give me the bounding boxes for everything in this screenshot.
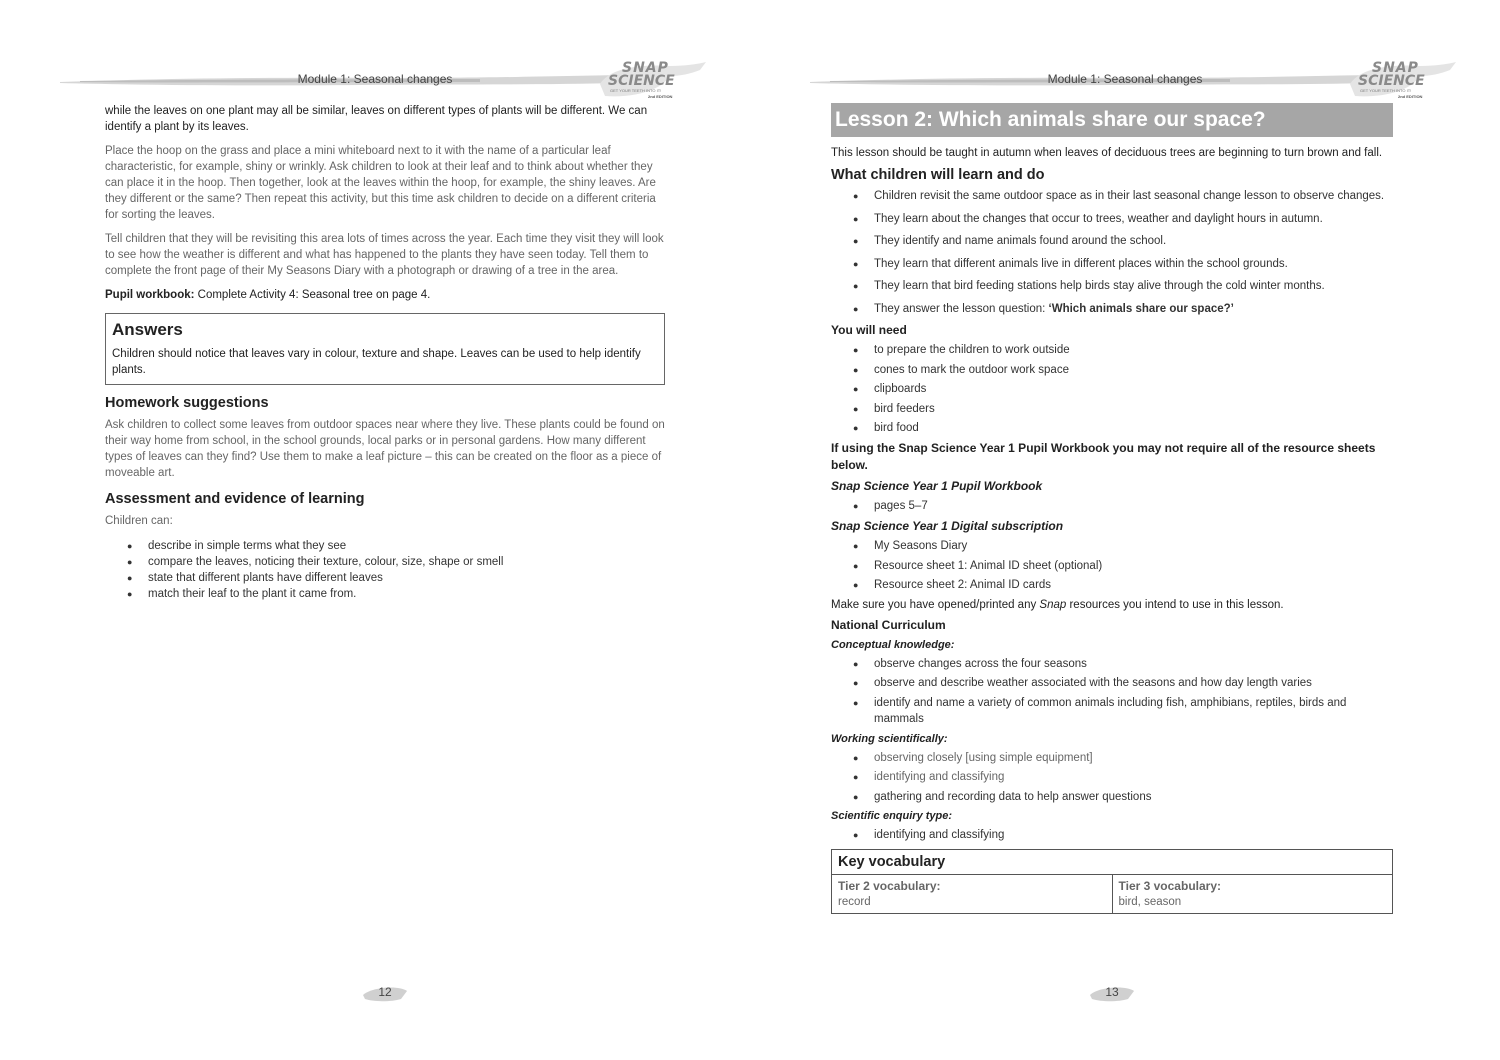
- list-item: [831, 577, 1393, 593]
- bullet-icon: ●: [853, 281, 859, 292]
- answers-text: Children should notice that leaves vary in colour, texture and shape. Leaves can be used to help identify plants.: [112, 348, 641, 376]
- list-item: [105, 554, 665, 570]
- paragraph: while the leaves on one plant may all be similar, leaves on different types of plants will be different. We can identify a plant by its leaves.: [105, 105, 648, 133]
- working-title: Working scientifically:: [831, 732, 948, 745]
- logo-edition: 2nd EDITION: [1398, 94, 1423, 99]
- tier2-label: Tier 2 vocabulary:: [838, 879, 941, 894]
- bullet-icon: ●: [853, 540, 859, 551]
- pupil-workbook-list: [831, 498, 1393, 514]
- vocab-row: [832, 875, 1392, 913]
- list-item: [831, 381, 1393, 397]
- list-item-text: bird feeders: [874, 402, 935, 415]
- pupil-workbook-title: Snap Science Year 1 Pupil Workbook: [831, 478, 1043, 493]
- make-sure-line: [831, 597, 1393, 613]
- digital-title: Snap Science Year 1 Digital subscription: [831, 518, 1064, 533]
- list-item: [831, 789, 1393, 805]
- conceptual-list: [831, 656, 1393, 727]
- bullet-icon: ●: [853, 303, 859, 314]
- logo-line2: SCIENCE: [1358, 73, 1425, 89]
- logo-line1: SNAP: [622, 60, 669, 76]
- need-list: [831, 342, 1393, 436]
- list-item-text: observe changes across the four seasons: [874, 657, 1087, 670]
- list-item-text: identify and name a variety of common animals including fish, amphibians, reptiles, birds and mammals: [874, 696, 1347, 725]
- list-item: [831, 300, 1393, 318]
- list-item: [831, 362, 1393, 378]
- bullet-icon: ●: [853, 344, 859, 355]
- list-item-text: cones to mark the outdoor work space: [874, 363, 1069, 376]
- bullet-icon: ●: [853, 772, 859, 783]
- homework-title: Homework suggestions: [105, 395, 269, 411]
- list-item-text: compare the leaves, noticing their texture, colour, size, shape or smell: [148, 556, 504, 568]
- list-item-text: state that different plants have different leaves: [148, 572, 383, 584]
- list-item-text: Children revisit the same outdoor space as in their last seasonal change lesson to observe changes.: [874, 190, 1385, 202]
- list-item: [831, 277, 1393, 295]
- logo-line2: SCIENCE: [608, 73, 675, 89]
- answers-box: [105, 313, 665, 385]
- bullet-icon: ●: [127, 589, 133, 599]
- right-content: [831, 103, 1393, 914]
- list-item: [831, 210, 1393, 228]
- bullet-icon: ●: [853, 423, 859, 434]
- pupil-workbook-text: Complete Activity 4: Seasonal tree on page 4.: [194, 289, 431, 301]
- snap-science-logo: [1350, 62, 1460, 102]
- bullet-icon: ●: [853, 791, 859, 802]
- list-item-text: They identify and name animals found around the school.: [874, 235, 1167, 248]
- tier3-value: bird, season: [1118, 896, 1182, 909]
- list-item: [831, 401, 1393, 417]
- assessment-list: [105, 538, 665, 602]
- logo-line1: SNAP: [1372, 60, 1419, 76]
- list-item: [831, 675, 1393, 691]
- lesson-intro: This lesson should be taught in autumn when leaves of deciduous trees are beginning to turn brown and fall.: [831, 147, 1383, 159]
- vocab-title: Key vocabulary: [832, 850, 1392, 875]
- paragraph: Tell children that they will be revisiting this area lots of times across the year. Each time they visit they will look to see how the weather is different and what has happened to the plants they have seen today. Tell them to complete the front page of their My Seasons Diary with a photograph or drawing of a tree in the area.: [105, 233, 664, 277]
- list-item-text: identifying and classifying: [874, 771, 1005, 784]
- page-number-text: 13: [1105, 985, 1119, 999]
- list-item: [831, 695, 1393, 727]
- list-item-text: They learn about the changes that occur to trees, weather and daylight hours in autumn.: [874, 212, 1323, 225]
- assessment-title: Assessment and evidence of learning: [105, 491, 365, 507]
- list-item-text: Resource sheet 1: Animal ID sheet (optional): [874, 559, 1103, 572]
- list-item: [831, 769, 1393, 785]
- list-item: [105, 538, 665, 554]
- bullet-icon: ●: [127, 541, 133, 551]
- logo-tagline: GET YOUR TEETH INTO IT!: [1360, 88, 1412, 93]
- snap-science-logo: [600, 62, 710, 102]
- page-header: [810, 62, 1460, 102]
- bullet-icon: ●: [853, 258, 859, 269]
- list-item-text: They answer the lesson question:: [874, 302, 1049, 315]
- list-item: [831, 656, 1393, 672]
- header-title: Module 1: Seasonal changes: [297, 72, 453, 86]
- list-item: [831, 750, 1393, 766]
- list-item-text: gathering and recording data to help answer questions: [874, 790, 1152, 803]
- snap-word: Snap: [1039, 598, 1067, 611]
- bullet-icon: ●: [853, 364, 859, 375]
- digital-list: [831, 538, 1393, 593]
- tier2-cell: [832, 875, 1113, 913]
- list-item: [831, 255, 1393, 273]
- list-item-text: to prepare the children to work outside: [874, 343, 1070, 356]
- pupil-workbook-line: [105, 287, 665, 303]
- list-item: [831, 498, 1393, 514]
- list-item: [831, 538, 1393, 554]
- list-item: [831, 232, 1393, 250]
- enquiry-list: [831, 827, 1393, 843]
- bullet-icon: ●: [853, 658, 859, 669]
- page-number: [365, 985, 405, 999]
- lesson-question: ‘Which animals share our space?’: [1048, 302, 1234, 315]
- bullet-icon: ●: [853, 384, 859, 395]
- list-item: [831, 827, 1393, 843]
- list-item-text: bird food: [874, 422, 919, 435]
- learn-title: What children will learn and do: [831, 167, 1045, 183]
- tier2-value: record: [838, 896, 871, 909]
- need-title: You will need: [831, 322, 907, 337]
- page-number-text: 12: [378, 985, 392, 999]
- bullet-icon: ●: [853, 236, 859, 247]
- tier3-label: Tier 3 vocabulary:: [1118, 879, 1221, 894]
- make-sure-text: resources you intend to use in this lesson.: [1066, 598, 1284, 611]
- list-item-text: match their leaf to the plant it came from.: [148, 588, 357, 600]
- tier3-cell: [1113, 875, 1393, 913]
- logo-tagline: GET YOUR TEETH INTO IT!: [610, 88, 662, 93]
- list-item: [831, 342, 1393, 358]
- bullet-icon: ●: [853, 191, 859, 201]
- bullet-icon: ●: [853, 830, 859, 841]
- pupil-workbook-label: Pupil workbook:: [105, 289, 195, 301]
- children-can: Children can:: [105, 515, 173, 527]
- list-item-text: They learn that bird feeding stations help birds stay alive through the cold winter months.: [874, 280, 1325, 293]
- bullet-icon: ●: [853, 560, 859, 571]
- bullet-icon: ●: [127, 557, 133, 567]
- bullet-icon: ●: [127, 573, 133, 583]
- list-item: [105, 586, 665, 602]
- nc-title: National Curriculum: [831, 617, 946, 632]
- page-number: [1092, 985, 1132, 999]
- list-item-text: observing closely [using simple equipment]: [874, 751, 1093, 764]
- homework-text: Ask children to collect some leaves from outdoor spaces near where they live. These plants could be found on their way home from school, in the school grounds, local parks or in personal gardens. How many different types of leaves can they find? Use them to make a leaf picture – this can be created on the floor as a piece of moveable art.: [105, 419, 665, 479]
- bullet-icon: ●: [853, 580, 859, 591]
- workbook-note: If using the Snap Science Year 1 Pupil Workbook you may not require all of the resource sheets below.: [831, 440, 1376, 472]
- list-item-text: observe and describe weather associated with the seasons and how day length varies: [874, 677, 1312, 690]
- answers-title: Answers: [112, 320, 183, 339]
- page-header: [60, 62, 710, 102]
- bullet-icon: ●: [853, 752, 859, 763]
- make-sure-text: Make sure you have opened/printed any: [831, 598, 1040, 611]
- list-item-text: describe in simple terms what they see: [148, 540, 347, 552]
- working-list: [831, 750, 1393, 805]
- logo-edition: 2nd EDITION: [648, 94, 673, 99]
- list-item: [105, 570, 665, 586]
- right-page: [750, 0, 1500, 1060]
- list-item-text: pages 5–7: [874, 499, 928, 512]
- list-item-text: They learn that different animals live in different places within the school grounds.: [874, 257, 1288, 270]
- key-vocabulary-table: [831, 849, 1393, 914]
- conceptual-title: Conceptual knowledge:: [831, 638, 955, 651]
- lesson-title: Lesson 2: Which animals share our space?: [831, 103, 1393, 137]
- list-item: [831, 187, 1393, 205]
- list-item-text: identifying and classifying: [874, 829, 1005, 842]
- bullet-icon: ●: [853, 678, 859, 689]
- bullet-icon: ●: [853, 697, 859, 708]
- list-item-text: Resource sheet 2: Animal ID cards: [874, 579, 1052, 592]
- learn-list: [831, 187, 1393, 318]
- paragraph: Place the hoop on the grass and place a mini whiteboard next to it with the name of a particular leaf characteristic, for example, shiny or wrinkly. Ask children to look at their leaf and to think about whether they can place it in the hoop. Then together, look at the leaves within the hoop, for example, the shiny leaves. Are they different or the same? Then repeat this activity, but this time ask children to decide on a different criteria for sorting the leaves.: [105, 145, 656, 221]
- list-item-text: My Seasons Diary: [874, 539, 968, 552]
- header-title: Module 1: Seasonal changes: [1047, 72, 1203, 86]
- list-item-text: clipboards: [874, 383, 927, 396]
- list-item: [831, 420, 1393, 436]
- left-content: [105, 103, 665, 602]
- list-item: [831, 558, 1393, 574]
- bullet-icon: ●: [853, 213, 859, 224]
- bullet-icon: ●: [853, 403, 859, 414]
- bullet-icon: ●: [853, 500, 859, 511]
- enquiry-title: Scientific enquiry type:: [831, 810, 953, 823]
